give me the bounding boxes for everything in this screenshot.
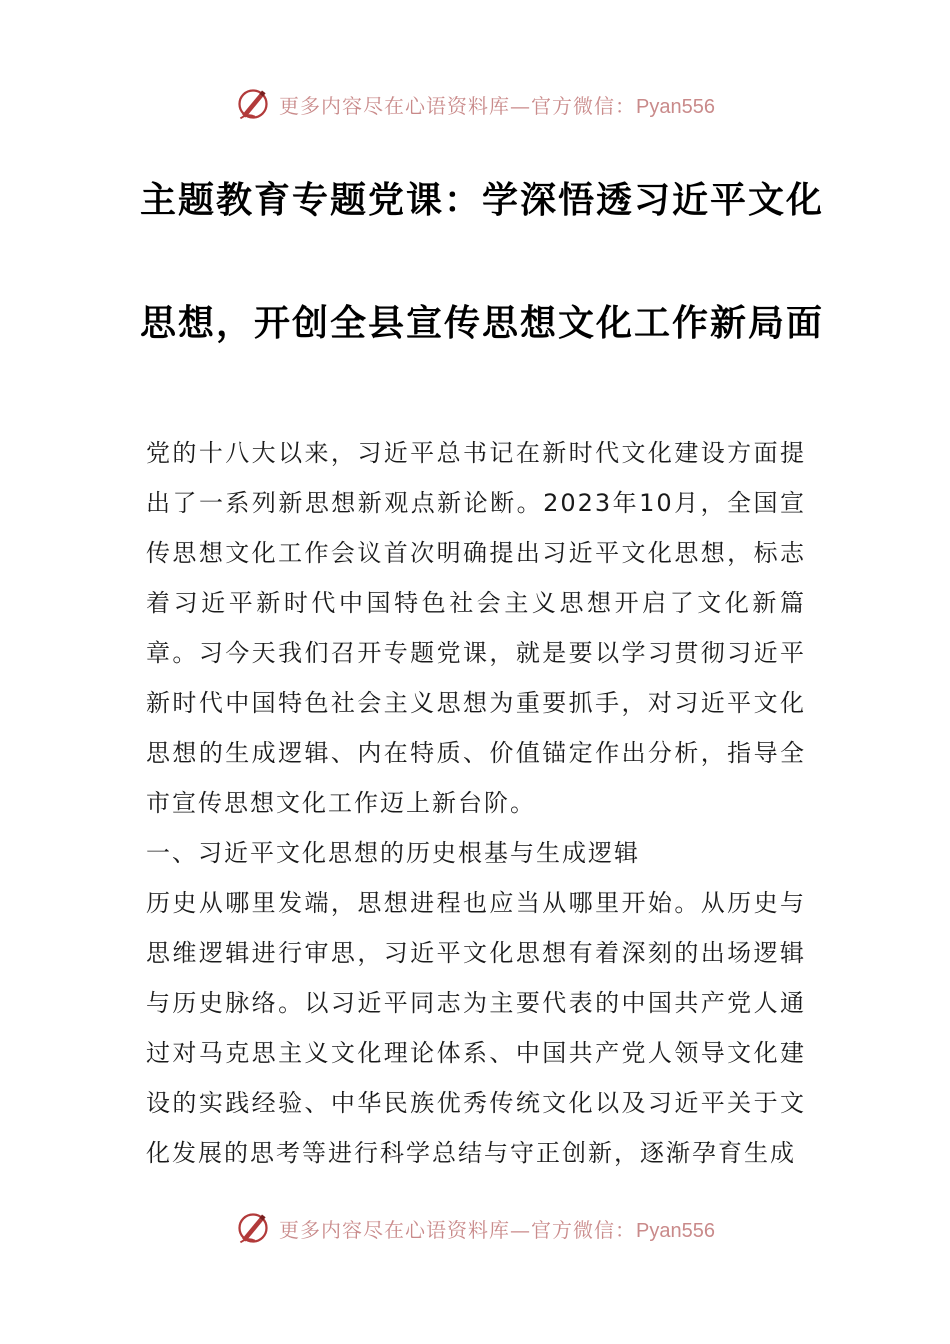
- pen-logo-icon: [235, 1210, 271, 1246]
- paragraph-intro: 党的十八大以来，习近平总书记在新时代文化建设方面提出了一系列新思想新观点新论断。2023年10月，全国宣传思想文化工作会议首次明确提出习近平文化思想，标志着习近平新时代中国特色社会主义思想开启了文化新篇章。习今天我们召开专题党课，就是要以学习贯彻习近平新时代中国特色社会主义思想为重要抓手，对习近平文化思想的生成逻辑、内在特质、价值锚定作出分析，指导全市宣传思想文化工作迈上新台阶。: [146, 439, 806, 817]
- header-banner: [0, 82, 950, 126]
- section-heading: 一、习近平文化思想的历史根基与生成逻辑: [146, 839, 640, 867]
- footer-banner: [0, 1206, 950, 1250]
- document-title-line-1: 主题教育专题党课：学深悟透习近平文化: [140, 179, 825, 221]
- footer-banner-text: [279, 1214, 715, 1243]
- paragraph-history: 历史从哪里发端，思想进程也应当从哪里开始。从历史与思维逻辑进行审思，习近平文化思想有着深刻的出场逻辑与历史脉络。以习近平同志为主要代表的中国共产党人通过对马克思主义文化理论体系、中国共产党人领导文化建设的实践经验、中华民族优秀传统文化以及习近平关于文化发展的思考等进行科学总结与守正创新，逐渐孕育生成: [146, 889, 806, 1167]
- header-banner-wechat-id: Pyan556: [636, 95, 715, 118]
- header-banner-label: 更多内容尽在心语资料库—官方微信：: [279, 93, 637, 118]
- pen-logo-icon: [235, 86, 271, 122]
- footer-banner-wechat-id: Pyan556: [636, 1219, 715, 1242]
- header-banner-text: [279, 90, 715, 119]
- document-body: [146, 428, 806, 1178]
- footer-banner-label: 更多内容尽在心语资料库—官方微信：: [279, 1217, 637, 1242]
- document-title-line-2: 思想，开创全县宣传思想文化工作新局面: [140, 302, 825, 344]
